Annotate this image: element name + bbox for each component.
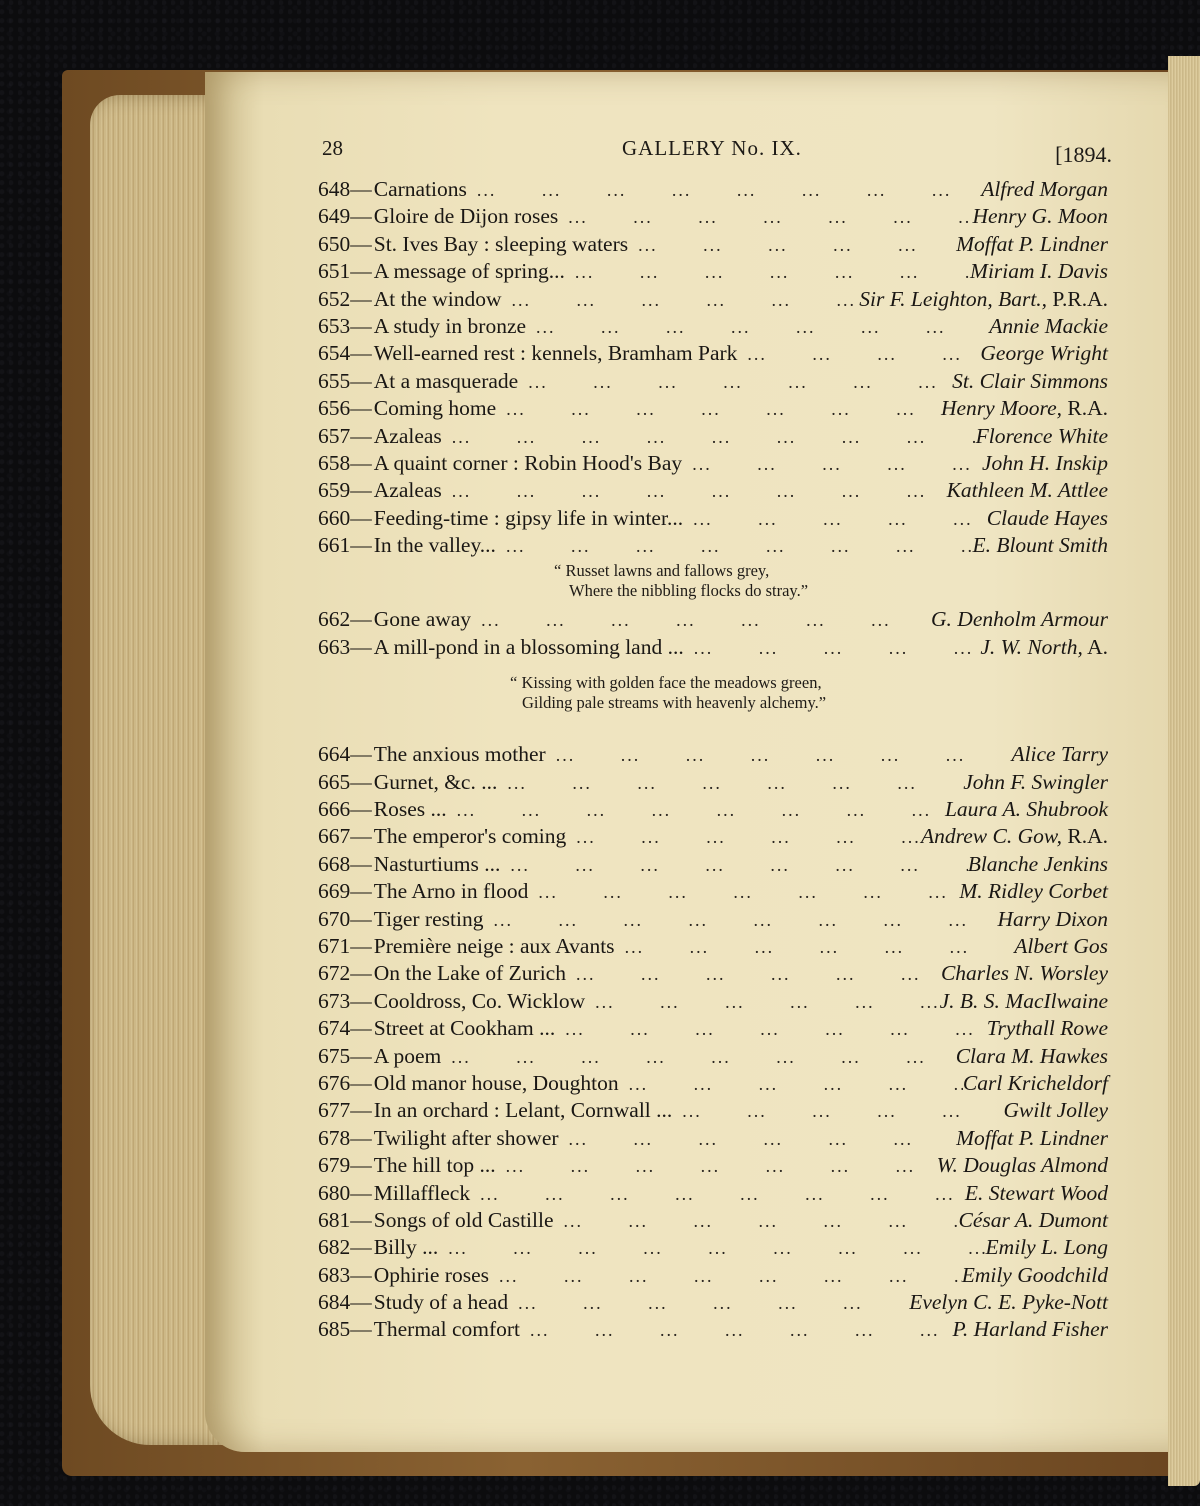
catalogue-entry: [318, 313, 1108, 340]
artist-name: Alfred Morgan: [981, 177, 1108, 201]
entry-number: 668—: [318, 851, 372, 876]
leader-dots: [471, 607, 931, 634]
entry-title: Billy ...: [373, 1235, 439, 1260]
entry-artist: [982, 450, 1108, 477]
catalogue-entry: [318, 231, 1108, 258]
entry-number: 658—: [318, 450, 372, 475]
entry-title: Coming home: [373, 396, 497, 421]
entry-artist: [956, 1043, 1108, 1070]
artist-name: Trythall Rowe: [986, 1016, 1108, 1041]
entry-number: 651—: [318, 259, 372, 284]
leader-dots: [682, 451, 982, 478]
entry-artist: [998, 906, 1108, 933]
catalogue-entry: [318, 203, 1108, 230]
entry-artist: [980, 340, 1108, 367]
entry-title: Première neige : aux Avants: [373, 933, 615, 958]
artist-name: Moffat P. Lindner: [956, 1125, 1108, 1150]
entry-title: Carnations: [373, 177, 467, 201]
artist-name: St. Clair Simmons: [952, 368, 1108, 393]
artist-name: Emily Goodchild: [961, 1262, 1108, 1287]
entry-title: Street at Cookham ...: [373, 1016, 556, 1041]
entry-number: 676—: [318, 1070, 372, 1095]
catalogue-year: [1894.: [1055, 142, 1112, 167]
leader-dots: [496, 533, 973, 560]
artist-name: Harry Dixon: [997, 906, 1108, 931]
entry-artist: [931, 606, 1108, 633]
entry-number: 681—: [318, 1207, 372, 1232]
catalogue-entry: [318, 395, 1108, 422]
page-edges-right: [1168, 56, 1200, 1486]
entry-title: The emperor's coming: [373, 824, 567, 849]
artist-name: Claude Hayes: [986, 505, 1108, 530]
entry-number: 678—: [318, 1125, 372, 1150]
entry-artist: [962, 1262, 1108, 1289]
catalogue-entry: [318, 1289, 1108, 1316]
entry-title: A message of spring...: [373, 259, 565, 284]
artist-name: W. Douglas Almond: [936, 1153, 1108, 1178]
entry-title: Gone away: [373, 607, 472, 632]
entry-title: Gloire de Dijon roses: [373, 204, 559, 229]
entry-title: On the Lake of Zurich: [373, 961, 566, 986]
entry-artist: [986, 1234, 1108, 1261]
entry-artist: [965, 1180, 1108, 1207]
entry-number: 675—: [318, 1043, 372, 1068]
entry-number: 650—: [318, 231, 372, 256]
artist-name: J. W. North,: [980, 634, 1083, 659]
entry-artist: [987, 1015, 1108, 1042]
entry-number: 655—: [318, 368, 372, 393]
catalogue-entry: [318, 1043, 1108, 1070]
artist-name: Moffat P. Lindner: [956, 231, 1108, 256]
artist-name: Emily L. Long: [985, 1235, 1108, 1260]
page-header: [322, 136, 1112, 172]
entry-artist: [976, 423, 1108, 450]
entry-number: 674—: [318, 1016, 372, 1041]
leader-dots: [442, 424, 976, 451]
artist-honours: A.: [1082, 634, 1108, 659]
entry-artist: [958, 1207, 1108, 1234]
entry-number: 657—: [318, 423, 372, 448]
catalogue-entry: [318, 1262, 1108, 1289]
catalogue-entry: [318, 1207, 1108, 1234]
entry-title: Songs of old Castille: [373, 1207, 554, 1232]
entry-number: 654—: [318, 341, 372, 366]
artist-name: George Wright: [980, 341, 1108, 366]
entry-number: 671—: [318, 933, 372, 958]
artist-name: Florence White: [975, 423, 1108, 448]
leader-dots: [558, 204, 972, 231]
entry-artist: [956, 1125, 1108, 1152]
entry-title: Twilight after shower: [373, 1125, 559, 1150]
entry-title: Old manor house, Doughton: [373, 1070, 619, 1095]
entry-title: In the valley...: [373, 533, 496, 558]
entry-title: Tiger resting: [373, 906, 484, 931]
entry-title: Thermal comfort: [373, 1317, 521, 1342]
entry-title: The hill top ...: [373, 1153, 496, 1178]
catalogue-entry: [318, 906, 1108, 933]
entry-title: At the window: [373, 286, 502, 311]
entry-number: 648—: [318, 177, 372, 201]
entry-number: 663—: [318, 634, 372, 659]
entry-title: Ophirie roses: [373, 1262, 489, 1287]
entry-artist: [981, 176, 1108, 203]
artist-name: Kathleen M. Attlee: [946, 478, 1108, 503]
entry-number: 664—: [318, 742, 372, 767]
artist-name: Henry G. Moon: [972, 204, 1108, 229]
entry-artist: [909, 1289, 1108, 1316]
entry-title: Cooldross, Co. Wicklow: [373, 988, 586, 1013]
entry-title: Feeding-time : gipsy life in winter...: [373, 505, 684, 530]
leader-dots: [683, 506, 987, 533]
leader-dots: [502, 287, 860, 314]
leader-dots: [628, 232, 956, 259]
catalogue-entry: [318, 988, 1108, 1015]
entry-artist: [941, 395, 1108, 422]
leader-dots: [518, 369, 952, 396]
catalogue-entry: [318, 1316, 1108, 1343]
page-number: 28: [322, 136, 343, 160]
entry-artist: [945, 796, 1108, 823]
artist-honours: R.A.: [1062, 824, 1108, 849]
entry-artist: [963, 1070, 1108, 1097]
entry-title: St. Ives Bay : sleeping waters: [373, 231, 629, 256]
entry-title: Study of a head: [373, 1290, 509, 1315]
verse-line: Gilding pale streams with heavenly alchemy.”: [522, 693, 827, 713]
leader-dots: [496, 1153, 937, 1180]
entry-number: 670—: [318, 906, 372, 931]
entries-list: [318, 176, 1108, 1344]
leader-dots: [508, 1290, 909, 1317]
entry-title: Millaffleck: [373, 1180, 471, 1205]
artist-name: Carl Kricheldorf: [962, 1070, 1108, 1095]
catalogue-entry: [318, 368, 1108, 395]
entry-title: Well-earned rest : kennels, Bramham Park: [373, 341, 738, 366]
catalogue-entry: [318, 1070, 1108, 1097]
catalogue-entry: [318, 933, 1108, 960]
artist-name: Sir F. Leighton, Bart.,: [859, 286, 1048, 311]
catalogue-entry: [318, 423, 1108, 450]
entry-artist: [1014, 933, 1108, 960]
artist-name: Albert Gos: [1014, 933, 1108, 958]
leader-dots: [566, 961, 941, 988]
verse-quote-1: [318, 559, 1108, 606]
verse-line: “ Kissing with golden face the meadows green,: [510, 673, 822, 693]
entry-title: A mill-pond in a blossoming land ...: [373, 634, 684, 659]
entry-title: The anxious mother: [373, 742, 546, 767]
leader-dots: [555, 1016, 986, 1043]
entry-title: Azaleas: [373, 478, 442, 503]
leader-dots: [520, 1317, 952, 1344]
catalogue-entry: [318, 769, 1108, 796]
entry-artist: [972, 203, 1108, 230]
entry-artist: [952, 368, 1108, 395]
entry-title: A study in bronze: [373, 313, 527, 338]
gallery-title: GALLERY No. IX.: [622, 136, 802, 160]
artist-name: Clara M. Hawkes: [955, 1043, 1108, 1068]
leader-dots: [619, 1071, 963, 1098]
entry-number: 684—: [318, 1290, 372, 1315]
artist-name: Laura A. Shubrook: [944, 797, 1108, 822]
leader-dots: [585, 989, 940, 1016]
entry-artist: [953, 1316, 1109, 1343]
catalogue-entry: [318, 1125, 1108, 1152]
leader-dots: [565, 259, 970, 286]
leader-dots: [528, 879, 959, 906]
leader-dots: [442, 478, 947, 505]
leader-dots: [566, 824, 921, 851]
entry-number: 659—: [318, 478, 372, 503]
leader-dots: [483, 907, 997, 934]
entry-number: 685—: [318, 1317, 372, 1342]
artist-name: Gwilt Jolley: [1003, 1098, 1108, 1123]
catalogue-entry: [318, 477, 1108, 504]
entry-artist: [980, 634, 1108, 661]
leader-dots: [447, 797, 945, 824]
entry-artist: [859, 286, 1108, 313]
entry-number: 666—: [318, 797, 372, 822]
artist-name: César A. Dumont: [958, 1207, 1108, 1232]
leader-dots: [737, 341, 980, 368]
leader-dots: [470, 1181, 965, 1208]
leader-dots: [441, 1044, 955, 1071]
leader-dots: [526, 314, 989, 341]
entry-number: 683—: [318, 1262, 372, 1287]
catalogue-entry: [318, 450, 1108, 477]
entry-artist: [987, 505, 1108, 532]
leader-dots: [684, 635, 981, 662]
verse-quote-2: [318, 661, 1108, 741]
entry-number: 652—: [318, 286, 372, 311]
entry-title: Azaleas: [373, 423, 442, 448]
entry-artist: [970, 258, 1108, 285]
leader-dots: [467, 177, 981, 204]
leader-dots: [496, 396, 941, 423]
artist-name: Annie Mackie: [989, 313, 1108, 338]
entry-number: 682—: [318, 1235, 372, 1260]
catalogue-entry: [318, 851, 1108, 878]
artist-name: G. Denholm Armour: [931, 607, 1108, 632]
catalogue-entry: [318, 1097, 1108, 1124]
entry-artist: [963, 769, 1108, 796]
entry-number: 669—: [318, 879, 372, 904]
leader-dots: [672, 1098, 1003, 1125]
entry-title: In an orchard : Lelant, Cornwall ...: [373, 1098, 673, 1123]
entry-number: 680—: [318, 1180, 372, 1205]
entry-artist: [1011, 741, 1108, 768]
entries-group-b: [318, 606, 1108, 661]
artist-honours: P.R.A.: [1047, 286, 1108, 311]
catalogue-entry: [318, 1180, 1108, 1207]
artist-honours: R.A.: [1062, 396, 1108, 421]
catalogue-entry: [318, 960, 1108, 987]
artist-name: M. Ridley Corbet: [959, 879, 1108, 904]
artist-name: Blanche Jenkins: [967, 851, 1108, 876]
artist-name: Henry Moore,: [940, 396, 1062, 421]
entry-artist: [959, 878, 1108, 905]
entry-number: 660—: [318, 505, 372, 530]
entry-title: The Arno in flood: [373, 879, 529, 904]
catalogue-entry: [318, 634, 1108, 661]
verse-line: “ Russet lawns and fallows grey,: [554, 561, 770, 581]
entry-number: 677—: [318, 1098, 372, 1123]
verse-line: Where the nibbling flocks do stray.”: [569, 581, 809, 601]
leader-dots: [500, 852, 967, 879]
catalogue-entry: [318, 823, 1108, 850]
entry-artist: [947, 477, 1108, 504]
entry-artist: [940, 988, 1108, 1015]
entries-group-c: [318, 741, 1108, 1344]
entry-number: 649—: [318, 204, 372, 229]
entry-number: 679—: [318, 1153, 372, 1178]
entry-title: A quaint corner : Robin Hood's Bay: [373, 450, 683, 475]
catalogue-entry: [318, 176, 1108, 203]
catalogue-entry: [318, 258, 1108, 285]
artist-name: Miriam I. Davis: [970, 259, 1108, 284]
entry-number: 661—: [318, 533, 372, 558]
entry-artist: [989, 313, 1108, 340]
catalogue-entry: [318, 741, 1108, 768]
artist-name: Andrew C. Gow,: [921, 824, 1062, 849]
artist-name: E. Stewart Wood: [964, 1180, 1108, 1205]
entry-number: 667—: [318, 824, 372, 849]
catalogue-entry: [318, 796, 1108, 823]
artist-name: Charles N. Worsley: [940, 961, 1108, 986]
entries-group-a: [318, 176, 1108, 559]
entry-artist: [941, 960, 1108, 987]
leader-dots: [554, 1208, 959, 1235]
entry-number: 673—: [318, 988, 372, 1013]
entry-title: At a masquerade: [373, 368, 519, 393]
entry-number: 653—: [318, 313, 372, 338]
entry-title: Nasturtiums ...: [373, 851, 501, 876]
leader-dots: [489, 1263, 962, 1290]
entry-number: 672—: [318, 961, 372, 986]
catalogue-entry: [318, 286, 1108, 313]
leader-dots: [546, 742, 1012, 769]
artist-name: E. Blount Smith: [972, 533, 1108, 558]
leader-dots: [438, 1235, 985, 1262]
catalogue-entry: [318, 1234, 1108, 1261]
leader-dots: [615, 934, 1015, 961]
entry-artist: [1004, 1097, 1109, 1124]
artist-name: J. B. S. MacIlwaine: [939, 988, 1108, 1013]
artist-name: John F. Swingler: [963, 769, 1108, 794]
entry-artist: [921, 823, 1108, 850]
entry-title: Roses ...: [373, 797, 447, 822]
entry-artist: [937, 1152, 1108, 1179]
leader-dots: [497, 770, 963, 797]
catalogue-entry: [318, 878, 1108, 905]
entry-number: 656—: [318, 396, 372, 421]
entry-title: A poem: [373, 1043, 442, 1068]
catalogue-entry: [318, 532, 1108, 559]
catalogue-entry: [318, 606, 1108, 633]
catalogue-entry: [318, 505, 1108, 532]
entry-artist: [968, 851, 1108, 878]
catalogue-entry: [318, 1015, 1108, 1042]
entry-title: Gurnet, &c. ...: [373, 769, 498, 794]
entry-artist: [956, 231, 1108, 258]
artist-name: John H. Inskip: [982, 450, 1108, 475]
entry-artist: [972, 532, 1108, 559]
catalogue-entry: [318, 1152, 1108, 1179]
artist-name: Alice Tarry: [1011, 742, 1108, 767]
leader-dots: [559, 1126, 957, 1153]
entry-number: 662—: [318, 607, 372, 632]
entry-number: 665—: [318, 769, 372, 794]
artist-name: P. Harland Fisher: [952, 1317, 1108, 1342]
catalogue-entry: [318, 340, 1108, 367]
artist-name: Evelyn C. E. Pyke-Nott: [909, 1290, 1108, 1315]
